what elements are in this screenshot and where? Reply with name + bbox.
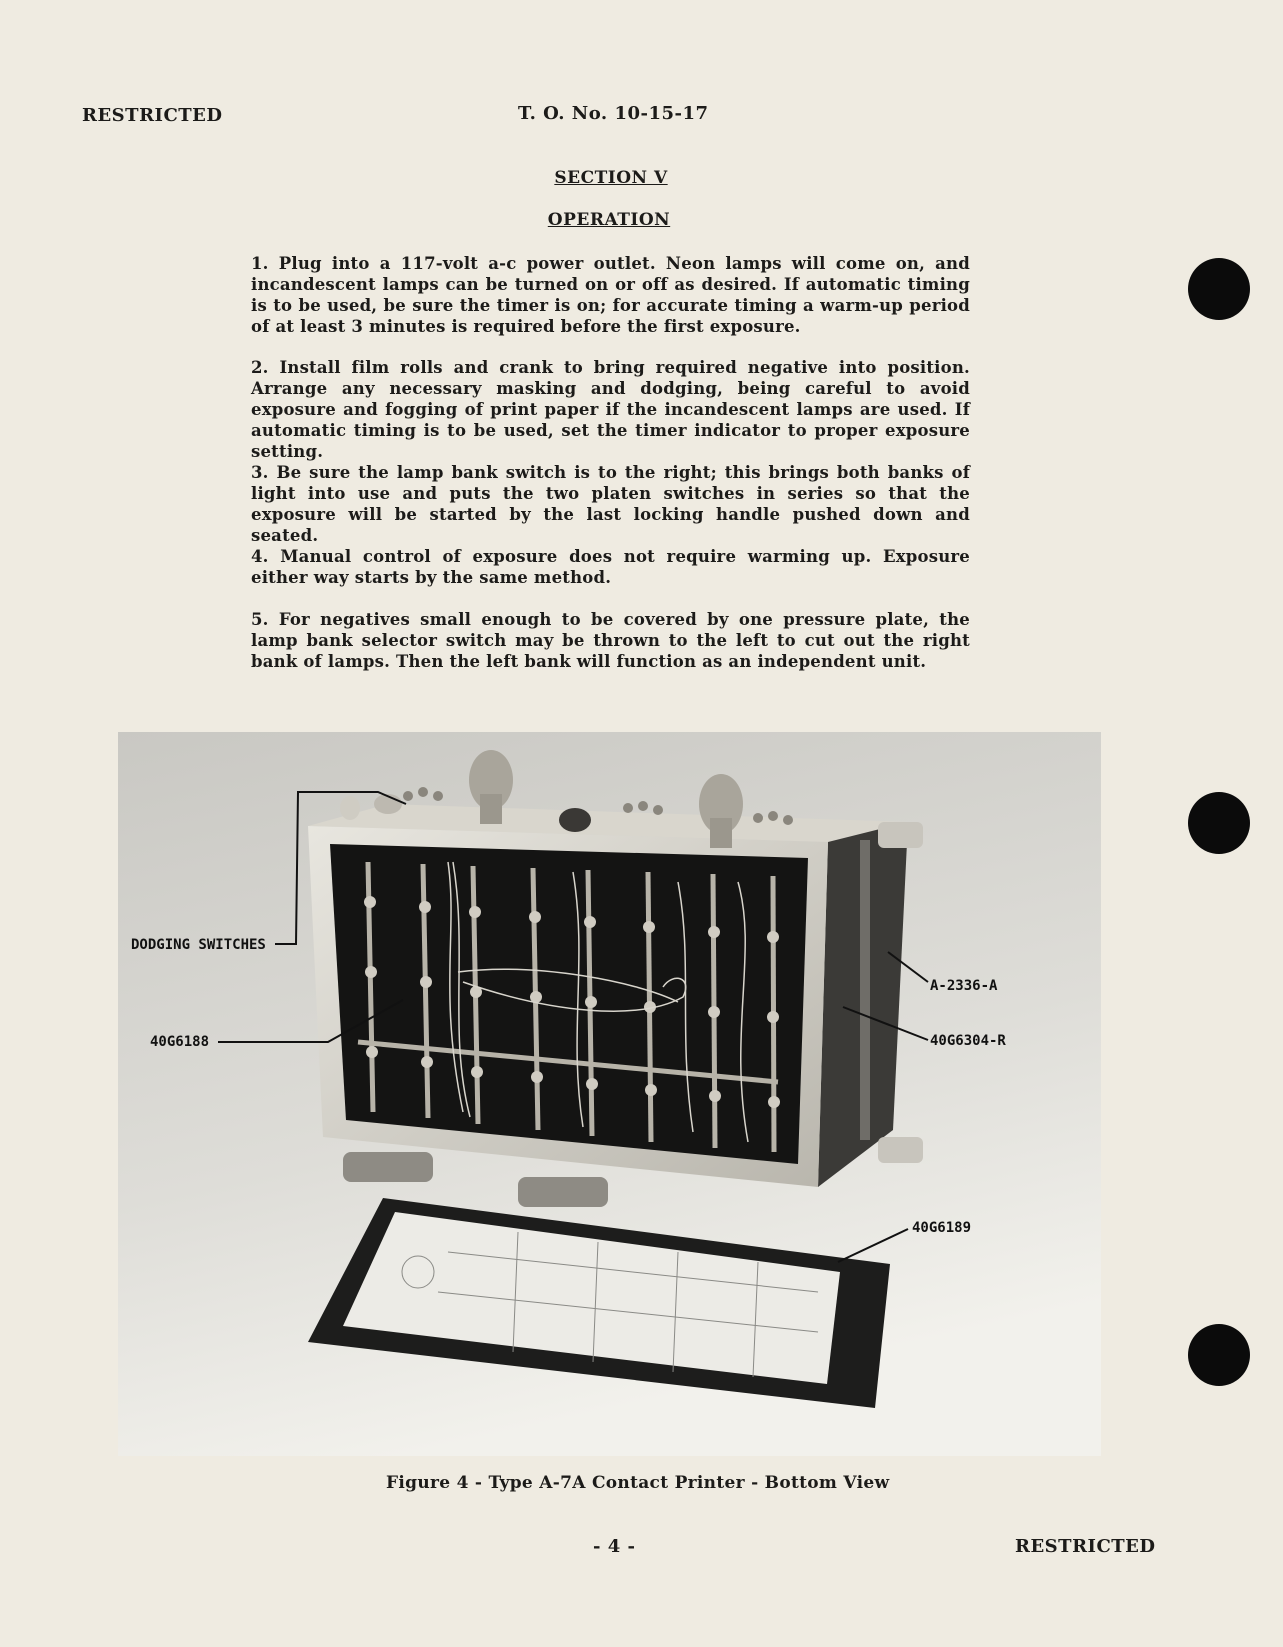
section-title: OPERATION bbox=[547, 210, 671, 230]
binder-hole-middle bbox=[1188, 792, 1250, 854]
callout-40g6189: 40G6189 bbox=[912, 1220, 972, 1236]
figure-photo bbox=[118, 732, 1101, 1456]
binder-hole-bottom bbox=[1188, 1324, 1250, 1386]
paragraph-4: 4. Manual control of exposure does not require warming up. Exposure either way starts by the same method. bbox=[251, 547, 970, 587]
footer-restricted: RESTRICTED bbox=[1015, 1536, 1156, 1557]
header-restricted: RESTRICTED bbox=[82, 105, 223, 126]
paragraph-5: 5. For negatives small enough to be covered by one pressure plate, the lamp bank selector switch may be thrown to the left to cut out the right bank of lamps. Then the left bank will function as an independent unit. bbox=[251, 610, 970, 671]
binder-hole-top bbox=[1188, 258, 1250, 320]
paragraph-1: 1. Plug into a 117-volt a-c power outlet. Neon lamps will come on, and incandescent lamps can be turned on or off as desired. If automatic timing is to be used, be sure the timer is on; for accurate timing a warm-up period of at least 3 minutes is required before the first exposure. bbox=[251, 254, 970, 336]
paragraph-2: 2. Install film rolls and crank to bring required negative into position. Arrange any necessary masking and dodging, being careful to avoid exposure and fogging of print paper if the incandescent lamps are used. If automatic timing is to be used, set the timer indicator to proper exposure setting. bbox=[251, 358, 970, 461]
callout-40g6304r: 40G6304-R bbox=[930, 1033, 1006, 1049]
callout-a2336a: A-2336-A bbox=[930, 978, 998, 994]
section-number: SECTION V bbox=[554, 168, 668, 188]
callout-40g6188: 40G6188 bbox=[150, 1034, 210, 1050]
header-to-number: T. O. No. 10-15-17 bbox=[518, 103, 709, 124]
paragraph-3: 3. Be sure the lamp bank switch is to the right; this brings both banks of light into use and puts the two platen switches in series so that the exposure will be started by the last locking handle pushed down and seated. bbox=[251, 463, 970, 545]
page-number: - 4 - bbox=[593, 1536, 636, 1557]
figure-caption: Figure 4 - Type A-7A Contact Printer - Bottom View bbox=[386, 1473, 890, 1493]
callout-dodging-switches: DODGING SWITCHES bbox=[131, 937, 266, 953]
